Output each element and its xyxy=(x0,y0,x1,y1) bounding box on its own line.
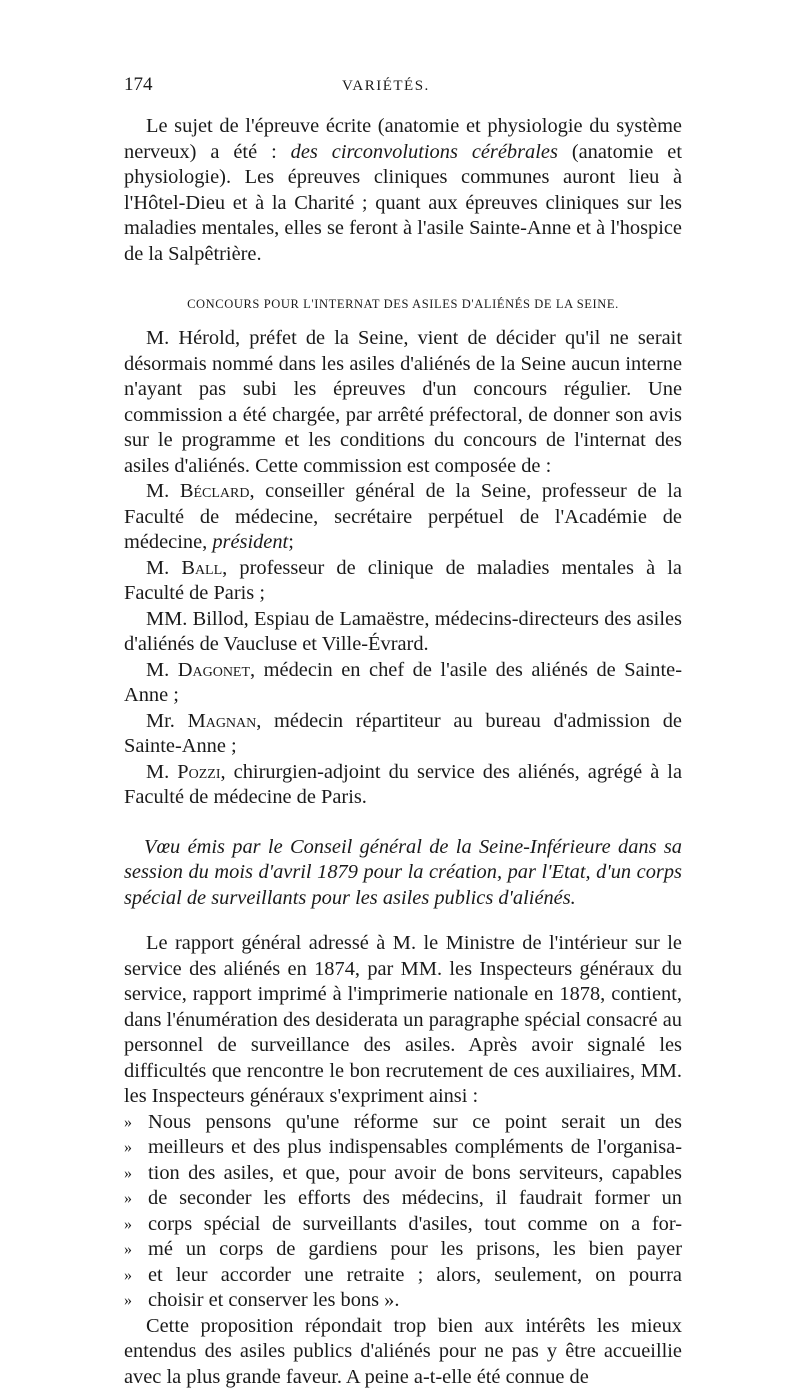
member-prefix: MM. xyxy=(146,608,193,630)
commission-member xyxy=(124,760,682,811)
paragraph-proposition: Cette proposition répondait trop bien aux intérêts les mieux entendus des asiles publics d'aliénés pour ne pas y être accueillie avec la plus grande faveur. A peine a-t-elle été connue de xyxy=(124,1314,682,1390)
paragraph-rapport-general: Le rapport général adressé à M. le Ministre de l'intérieur sur le service des aliénés en 1874, par MM. les Inspecteurs généraux du service, rapport imprimé à l'imprimerie nationale en 1878, contient, dans l'énumération des desiderata un paragraphe spécial consacré au personnel de surveillance des asiles. Après avoir signalé les difficultés que rencontre le bon recrutement de ces auxiliaires, MM. les Inspecteurs généraux s'expriment ainsi : xyxy=(124,931,682,1110)
member-name: Ball xyxy=(181,557,222,579)
member-suffix: ; xyxy=(288,531,294,553)
quotation-block xyxy=(124,1110,682,1314)
quote-line xyxy=(124,1212,682,1238)
commission-member xyxy=(124,607,682,658)
quote-line xyxy=(124,1186,682,1212)
quote-mark: » xyxy=(124,1110,144,1136)
quote-mark: » xyxy=(124,1237,144,1263)
section-title-voeu: Vœu émis par le Conseil général de la Seine-Inférieure dans sa session du mois d'avril 1879 pour la création, par l'Etat, d'un corps spécial de surveillants pour les asiles publics d'aliénés. xyxy=(124,835,682,912)
running-title: VARIÉTÉS. xyxy=(342,78,430,95)
quote-text: corps spécial de surveillants d'asiles, tout comme on a for- xyxy=(148,1213,682,1235)
commission-member xyxy=(124,709,682,760)
quote-text: choisir et conserver les bons ». xyxy=(148,1289,399,1311)
running-head xyxy=(124,74,682,114)
member-text: , chirurgien-adjoint du service des aliénés, agrégé à la Faculté de médecine de Paris. xyxy=(124,761,682,809)
commission-member xyxy=(124,556,682,607)
quote-mark: » xyxy=(124,1186,144,1212)
member-name: Magnan xyxy=(188,710,257,732)
page-number: 174 xyxy=(124,74,342,96)
quote-text: de seconder les efforts des médecins, il faudrait former un xyxy=(148,1187,682,1209)
member-role: président xyxy=(212,531,288,553)
section-heading-concours: CONCOURS POUR L'INTERNAT DES ASILES D'ALIÉNÉS DE LA SEINE. xyxy=(124,297,682,312)
paragraph-text: (anatomie et physiologie). Les épreuves cliniques communes auront lieu à l'Hôtel-Dieu et à la Charité ; quant aux épreuves cliniques sur les maladies mentales, elles se feront à l'asile Sainte-Anne et à l'hospice de la Salpêtrière. xyxy=(124,141,682,265)
member-prefix: M. xyxy=(146,557,181,579)
quote-line xyxy=(124,1110,682,1136)
paragraph-text: Le sujet de l'épreuve écrite (anatomie et physiologie du système nerveux) a été : xyxy=(124,115,682,163)
quote-line xyxy=(124,1161,682,1187)
member-name: Béclard xyxy=(180,480,250,502)
emphasis-text: des circonvolutions cérébrales xyxy=(291,141,558,163)
member-text: , médecin répartiteur au bureau d'admission de Sainte-Anne ; xyxy=(124,710,682,758)
quote-mark: » xyxy=(124,1288,144,1314)
paragraph-herold-decision: M. Hérold, préfet de la Seine, vient de décider qu'il ne serait désormais nommé dans les asiles d'aliénés de la Seine aucun interne n'ayant pas subi les épreuves d'un concours régulier. Une commission a été chargée, par arrêté préfectoral, de donner son avis sur le programme et les conditions du concours de l'internat des asiles d'aliénés. Cette commission est composée de : xyxy=(124,326,682,479)
quote-text: meilleurs et des plus indispensables compléments de l'organisa- xyxy=(148,1136,682,1158)
quote-mark: » xyxy=(124,1212,144,1238)
member-prefix: M. xyxy=(146,480,180,502)
member-name: Pozzi xyxy=(177,761,220,783)
commission-member xyxy=(124,479,682,556)
quote-text: tion des asiles, et que, pour avoir de bons serviteurs, capables xyxy=(148,1162,682,1184)
quote-line xyxy=(124,1288,682,1314)
member-prefix: M. xyxy=(146,761,177,783)
quote-text: Nous pensons qu'une réforme sur ce point serait un des xyxy=(148,1111,682,1133)
quote-text: mé un corps de gardiens pour les prisons, les bien payer xyxy=(148,1238,682,1260)
member-text: , médecin en chef de l'asile des aliénés de Sainte-Anne ; xyxy=(124,659,682,707)
paragraph-exam-subject xyxy=(124,114,682,267)
quote-mark: » xyxy=(124,1161,144,1187)
commission-member xyxy=(124,658,682,709)
commission-member-list xyxy=(124,479,682,811)
quote-line xyxy=(124,1135,682,1161)
quote-mark: » xyxy=(124,1135,144,1161)
quote-text: et leur accorder une retraite ; alors, seulement, on pourra xyxy=(148,1264,682,1286)
member-text: , professeur de clinique de maladies mentales à la Faculté de Paris ; xyxy=(124,557,682,605)
member-prefix: M. xyxy=(146,659,178,681)
quote-line xyxy=(124,1237,682,1263)
quote-line xyxy=(124,1263,682,1289)
member-text: Billod, Espiau de Lamaëstre, médecins-directeurs des asiles d'aliénés de Vaucluse et Ville-Évrard. xyxy=(124,608,682,656)
member-prefix: Mr. xyxy=(146,710,188,732)
quote-mark: » xyxy=(124,1263,144,1289)
member-text: , conseiller général de la Seine, professeur de la Faculté de médecine, secrétaire perpétuel de l'Académie de médecine, xyxy=(124,480,682,553)
member-name: Dagonet xyxy=(178,659,250,681)
